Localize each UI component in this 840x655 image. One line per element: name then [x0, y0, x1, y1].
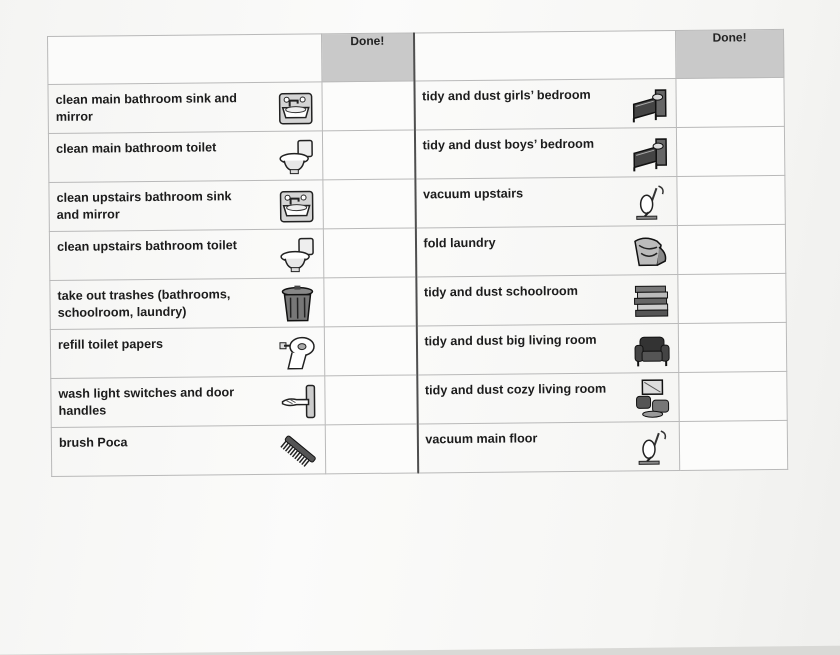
- toilet-icon: [276, 136, 316, 176]
- left-task-label: clean upstairs bathroom toilet: [56, 238, 237, 254]
- right-task-label: tidy and dust schoolroom: [423, 283, 578, 300]
- table-row: [48, 126, 784, 182]
- left-done-checkbox[interactable]: [324, 277, 416, 327]
- right-task-label: fold laundry: [423, 235, 496, 251]
- living-room-icon: [632, 378, 672, 418]
- right-task-label: tidy and dust big living room: [424, 332, 597, 349]
- right-done-checkbox[interactable]: [678, 322, 786, 372]
- left-done-checkbox[interactable]: [324, 326, 416, 376]
- right-done-checkbox[interactable]: [678, 273, 786, 323]
- bathroom-sink-icon: [276, 185, 316, 225]
- left-task-cell: [51, 376, 325, 428]
- left-task-cell: [49, 180, 323, 232]
- left-task-cell: [50, 327, 324, 379]
- right-done-checkbox[interactable]: [679, 420, 787, 470]
- left-task-cell: [49, 229, 323, 281]
- right-task-cell: [415, 176, 677, 228]
- left-task-label: refill toilet papers: [57, 336, 164, 352]
- toilet-paper-icon: [278, 332, 318, 372]
- right-done-checkbox[interactable]: [677, 175, 785, 225]
- laundry-icon: [631, 231, 671, 271]
- table-row: [50, 322, 786, 378]
- trash-can-icon: [277, 283, 317, 323]
- right-done-header: Done!: [675, 29, 783, 78]
- left-done-checkbox[interactable]: [325, 375, 417, 425]
- left-task-cell: [48, 131, 322, 183]
- books-icon: [631, 280, 671, 320]
- bathroom-sink-icon: [276, 87, 316, 127]
- vacuum-icon: [633, 427, 673, 467]
- right-task-cell: [414, 78, 676, 130]
- armchair-icon: [632, 329, 672, 369]
- right-done-checkbox[interactable]: [676, 77, 784, 127]
- right-task-label: vacuum main floor: [425, 431, 538, 447]
- right-done-checkbox[interactable]: [677, 224, 785, 274]
- right-task-label: tidy and dust boys’ bedroom: [422, 136, 595, 153]
- right-task-label: tidy and dust girls’ bedroom: [422, 87, 591, 104]
- left-done-checkbox[interactable]: [322, 130, 414, 180]
- left-task-cell: [50, 278, 324, 330]
- left-task-cell: [51, 425, 325, 477]
- table-row: [49, 175, 785, 231]
- right-task-cell: [417, 372, 679, 424]
- comb-icon: [279, 430, 319, 470]
- right-task-cell: [415, 225, 677, 277]
- left-done-checkbox[interactable]: [325, 424, 417, 474]
- left-task-label: clean main bathroom toilet: [56, 140, 217, 156]
- right-done-checkbox[interactable]: [679, 371, 787, 421]
- right-task-label: tidy and dust cozy living room: [424, 381, 607, 398]
- left-task-header: [48, 34, 322, 85]
- bed-icon: [629, 84, 669, 124]
- right-task-cell: [416, 274, 678, 326]
- left-task-label: wash light switches and door handles: [58, 385, 235, 418]
- table-row: [50, 273, 786, 329]
- table-row: [49, 224, 785, 280]
- door-handle-icon: [278, 381, 318, 421]
- left-task-label: take out trashes (bathrooms, schoolroom, laundry): [57, 287, 231, 320]
- toilet-icon: [277, 234, 317, 274]
- vacuum-icon: [630, 182, 670, 222]
- right-task-header: [413, 30, 675, 81]
- left-done-checkbox[interactable]: [322, 81, 414, 131]
- left-done-header: Done!: [321, 33, 413, 82]
- bed-icon: [630, 133, 670, 173]
- right-done-checkbox[interactable]: [676, 126, 784, 176]
- left-task-label: brush Poca: [58, 435, 128, 450]
- right-task-cell: [416, 323, 678, 375]
- table-row: [48, 77, 784, 133]
- table-row: [51, 371, 787, 427]
- right-task-cell: [414, 127, 676, 179]
- left-done-checkbox[interactable]: [323, 179, 415, 229]
- left-task-label: clean upstairs bathroom sink and mirror: [56, 189, 232, 222]
- chore-chart: [47, 29, 787, 476]
- right-task-label: vacuum upstairs: [422, 186, 524, 202]
- left-task-cell: [48, 82, 322, 134]
- left-task-label: clean main bathroom sink and mirror: [55, 91, 237, 124]
- header-row: [48, 29, 784, 84]
- left-done-checkbox[interactable]: [323, 228, 415, 278]
- chore-table: [47, 29, 788, 477]
- right-task-cell: [417, 421, 679, 473]
- table-row: [51, 420, 787, 476]
